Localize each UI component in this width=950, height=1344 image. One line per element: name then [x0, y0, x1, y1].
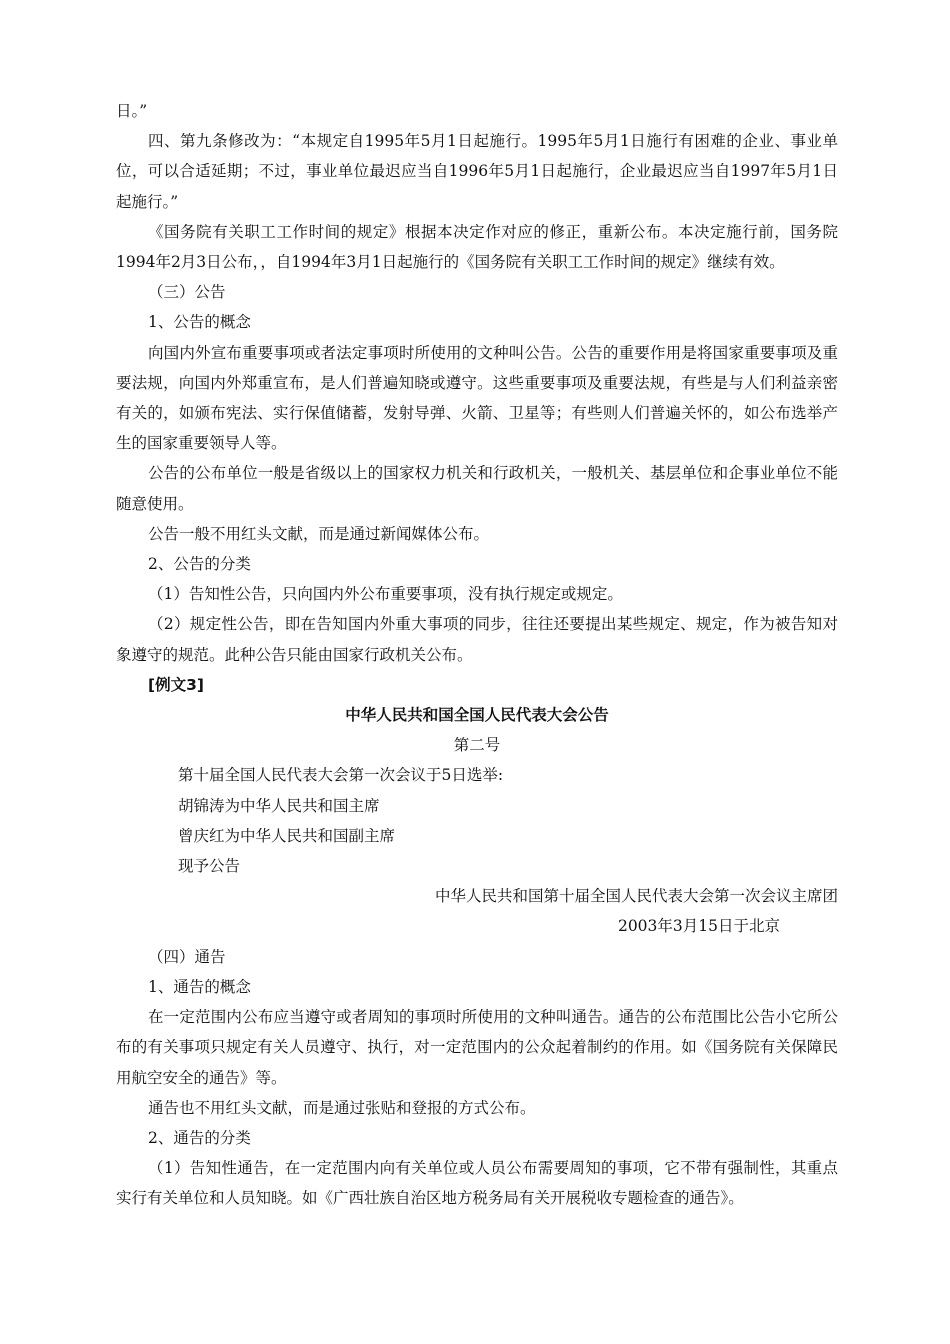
example-signer: 中华人民共和国第十届全国人民代表大会第一次会议主席团 — [434, 887, 838, 906]
paragraph-regulatory-announcement: （2）规定性公告，即在告知国内外重大事项的同步，往往还要提出某些规定、规定，作为被告知对象遵守的规范。此种公告只能由国家行政机关公布。 — [116, 615, 838, 664]
heading-announcement: （三）公告 — [148, 283, 226, 302]
paragraph-republish: 《国务院有关职工工作时间的规定》根据本决定作对应的修正，重新公布。本决定施行前，国务院1994年2月3日公布，，自1994年3月1日起施行的《国务院有关职工工作时间的规定》继续有效。 — [116, 222, 838, 272]
example-line: 曾庆红为中华人民共和国副主席 — [178, 826, 396, 845]
paragraph-article-nine: 四、第九条修改为：“本规定自1995年5月1日起施行。1995年5月1日施行有困难的企业、事业单位，可以合适延期；不过，事业单位最迟应当自1996年5月1日起施行，企业最迟应当自1997年5月1日起施行。” — [116, 132, 839, 211]
example-date: 2003年3月15日于北京 — [617, 917, 780, 936]
example-title: 中华人民共和国全国人民代表大会公告 — [345, 706, 609, 725]
example-line: 胡锦涛为中华人民共和国主席 — [178, 796, 380, 815]
paragraph-announcement-issuer: 公告的公布单位一般是省级以上的国家权力机关和行政机关，一般机关、基层单位和企事业单位不能随意使用。 — [116, 464, 838, 513]
paragraph-informative-notice: （1）告知性通告，在一定范围内向有关单位或人员公布需要周知的事项，它不带有强制性，其重点实行有关单位和人员知晓。如《广西壮族自治区地方税务局有关开展税收专题检查的通告》。 — [116, 1159, 838, 1208]
paragraph-announcement-definition: 向国内外宣布重要事项或者法定事项时所使用的文种叫公告。公告的重要作用是将国家重要事项及重要法规，向国内外郑重宣布，是人们普遍知晓或遵守。这些重要事项及重要法规，有些是与人们利益亲密有关的，如颁布宪法、实行保值储蓄，发射导弹、火箭、卫星等；有些则人们普遍关怀的，如公布选举产生的国家重要领导人等。 — [116, 343, 838, 453]
subheading-notice-concept: 1、通告的概念 — [148, 977, 251, 996]
paragraph-informative-announcement: （1）告知性公告，只向国内外公布重要事项，没有执行规定或规定。 — [148, 585, 623, 604]
subheading-announcement-types: 2、公告的分类 — [148, 555, 251, 574]
example-label: [例文3] — [148, 675, 204, 694]
paragraph-notice-definition: 在一定范围内公布应当遵守或者周知的事项时所使用的文种叫通告。通告的公布范围比公告小它所公布的有关事项只规定有关人员遵守、执行，对一定范围内的公众起着制约的作用。如《国务院有关保障民用航空安全的通告》等。 — [116, 1008, 838, 1087]
heading-notice: （四）通告 — [148, 947, 226, 966]
paragraph-notice-posting: 通告也不用红头文献，而是通过张贴和登报的方式公布。 — [148, 1098, 536, 1117]
document-body — [116, 96, 838, 1214]
example-line: 现予公告 — [178, 857, 241, 876]
subheading-notice-types: 2、通告的分类 — [148, 1128, 251, 1147]
paragraph-continuation: 日。” — [116, 102, 148, 120]
subheading-announcement-concept: 1、公告的概念 — [148, 313, 251, 332]
example-number: 第二号 — [453, 736, 501, 755]
example-line: 第十届全国人民代表大会第一次会议于5日选举: — [178, 766, 504, 785]
paragraph-announcement-media: 公告一般不用红头文献，而是通过新闻媒体公布。 — [148, 524, 490, 543]
